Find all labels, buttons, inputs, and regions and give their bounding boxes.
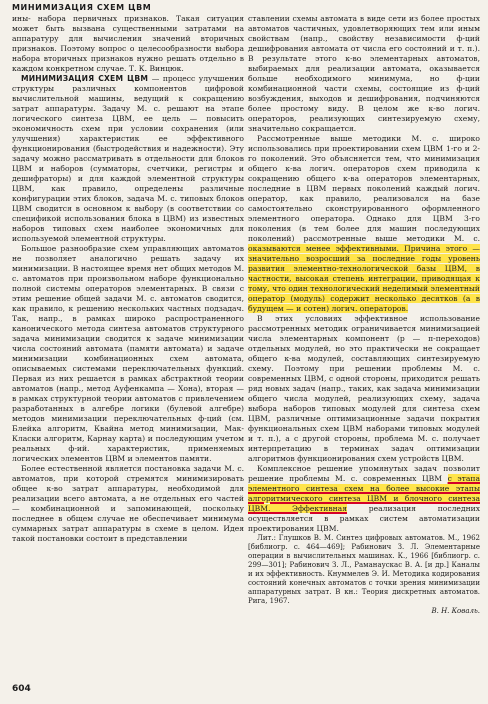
paragraph: ставлении схемы автомата в виде сети из более простых автоматов частичных, удовлетворяющих тем или иным свойствам (напр., свойству независимости ф-ций дешифрования автомата от числа его состояний и т. п.). В результате этого к-во элементарных автоматов, выбираемых для реализации автомата, оказывается больше необходимого минимума, но ф-ции комбинационной части схемы, состоящие из ф-ций возбуждения, выходов и дешифрования, подчиняются более простому виду. В целом же к-во логич. операторов, реализующих синтезируемую схему, значительно сокращается. — [248, 14, 480, 133]
paragraph: ины- набора первичных признаков. Такая ситуация может быть вызвана существенными затратами на аппаратуру для вычисления значений вторичных признаков. Поэтому вопрос о целесообразности выбора набора вторичных признаков нужно решать отдельно в каждом конкретном случае. Т. К. Винцюк. — [12, 14, 244, 73]
references: Лит.: Глушков В. М. Синтез цифровых автоматов. М., 1962 [библиогр. с. 464—469]; Рабинович З. Л. Элементарные операции в вычислительных машинах. К., 1966 [библиогр. с. 299—301]; Рабинович З. Л., Раманаускас В. А. [и др.] Каналы и их эффективность. Кнуммелев Э. И. Методика кодирования состояний конечных автоматов с точки зрения минимизации аппаратурных затрат. В кн.: Теория дискретных автоматов. Рига, 1967. — [248, 534, 480, 605]
right-column — [248, 14, 480, 684]
paragraph-text: Рассмотренные выше методики М. с. широко использовались при проектировании схем ЦВМ 1-го и 2-го поколений. Это объясняется тем, что минимизация общего к-ва логич. операторов схем приводила к сокращению общего к-ва операторов элементарных, последние в ЦВМ первых поколений каждый логич. оператор, как правило, реализовался на базе самостоятельно сконструированного оформленного элементного оператора. Однако для ЦВМ 3-го поколения (в тем более для машин последующих поколений) рассмотренные выше методики М. с. — [248, 134, 480, 243]
page-number: 604 — [12, 684, 31, 694]
entry-term: МИНИМИЗАЦИЯ СХЕМ ЦВМ — [21, 74, 149, 83]
paragraph — [248, 464, 480, 534]
paragraph — [248, 134, 480, 314]
left-column — [12, 14, 244, 684]
paragraph-text: реализация последних осуществляется в рамках систем автоматизации проектирования ЦВМ. — [248, 504, 480, 533]
paragraph: В этих условиях эффективное использование рассмотренных методик ограничивается минимизацией числа элементарных компонент (р — п-переходов) отдельных модулей, но это практически не сокращает общего к-ва модулей, составляющих синтезируемую схему. Поэтому при решении проблемы М. с. современных ЦВМ, с одной стороны, приходится решать ряд новых задач (напр., таких, как задача минимизации общего числа модулей, реализующих схему, задача выбора наборов типовых модулей для синтеза схем ЦВМ, различные оптимизационные задачи покрытия функциональных схем ЦВМ наборами типовых модулей и т. п.), а с другой стороны, проблема М. с. получает интерпретацию в терминах задач оптимизации алгоритмов функционирования схем устройств ЦВМ. — [248, 314, 480, 463]
highlighted-text: оказываются менее эффективными. Причина этого — значительно возросший за последние годы уровень развития элементно-технологической базы ЦВМ, в частности, высокая степень интеграции, приводящая к тому, что один технологический неделимый элементный оператор (модуль) содержит несколько десятков (а в будущем — и сотен) логич. операторов. — [248, 244, 480, 313]
paragraph: Большое разнообразие схем управляющих автоматов не позволяет аналогично решать задачу их минимизации. В настоящее время нет общих методов М. с. автоматов при произвольном наборе функционально полной системы операторов элементарных. В связи с этим решение общей задачи М. с. автоматов сводится, как правило, к решению нескольких частных подзадач. Так, напр., в рамках широко распространенного канонического метода синтеза автоматов структурного задача минимизации сводится к задаче минимизации числа состояний автомата (памяти автомата) и задаче минимизации комбинационных схем автомата, описываемых системами переключательных функций. Первая из них решается в рамках абстрактной теории автоматов (напр., метод Ауфенкампа — Хона), вторая — в рамках структурной теории автоматов с привлечением разработанных в алгебре логики (булевой алгебре) методов минимизации переключательных ф-ций (см. Блейка алгоритм, Квайна метод минимизации, Мак-Класки алгоритм, Карнау карта) и последующим учетом реальных ф-ий. характеристик, применяемых логических элементов ЦВМ и элементов памяти. — [12, 244, 244, 463]
entry-text: — процесс улучшения структуры различных компонентов цифровой вычислительной машины, ведущий к сокращению затрат аппаратуры. Задачу М. с. решают на этапе логического синтеза ЦВМ, ее цель — повысить экономичность схем при условии сохранения (или улучшения) характеристик ее эффективного функционирования (быстродействия и надежности). Эту задачу можно рассматривать в отдельности для блоков ЦВМ и наборов (сумматоры, счетчики, регистры и дешифраторы) и для каждой элементной структуры ЦВМ, как правило, определены различные конфигурации этих блоков, задача М. с. типовых блоков ЦВМ сводится в основном к выбору (в соответствии со спецификой использования блока в ЦВМ) из известных наборов типовых схем наиболее экономичных для используемой элементной структуры. — [12, 74, 244, 243]
paragraph-text: Комплексное решение упомянутых задач позволит решение проблемы М. с. современных ЦВМ — [248, 464, 480, 483]
entry-paragraph — [12, 74, 244, 244]
paragraph: Более естественной является постановка задачи М. с. автоматов, при которой стремятся минимизировать общее к-во затрат аппаратуры, необходимой для реализации всего автомата, а не отдельных его частей — комбинационной и запоминающей, поскольку последнее в общем случае не обеспечивает минимума суммарных затрат аппаратуры в схеме в целом. Идея такой постановки состоит в представлении — [12, 464, 244, 543]
author-signature: В. Н. Коваль. — [431, 607, 480, 615]
running-head: МИНИМИЗАЦИЯ СХЕМ ЦВМ — [12, 3, 152, 12]
underlined-text: с этапа элементного синтеза схем на более высокие этапы алгоритмического синтеза ЦВМ и блочного синтеза ЦВМ. Эффективная — [248, 474, 480, 513]
